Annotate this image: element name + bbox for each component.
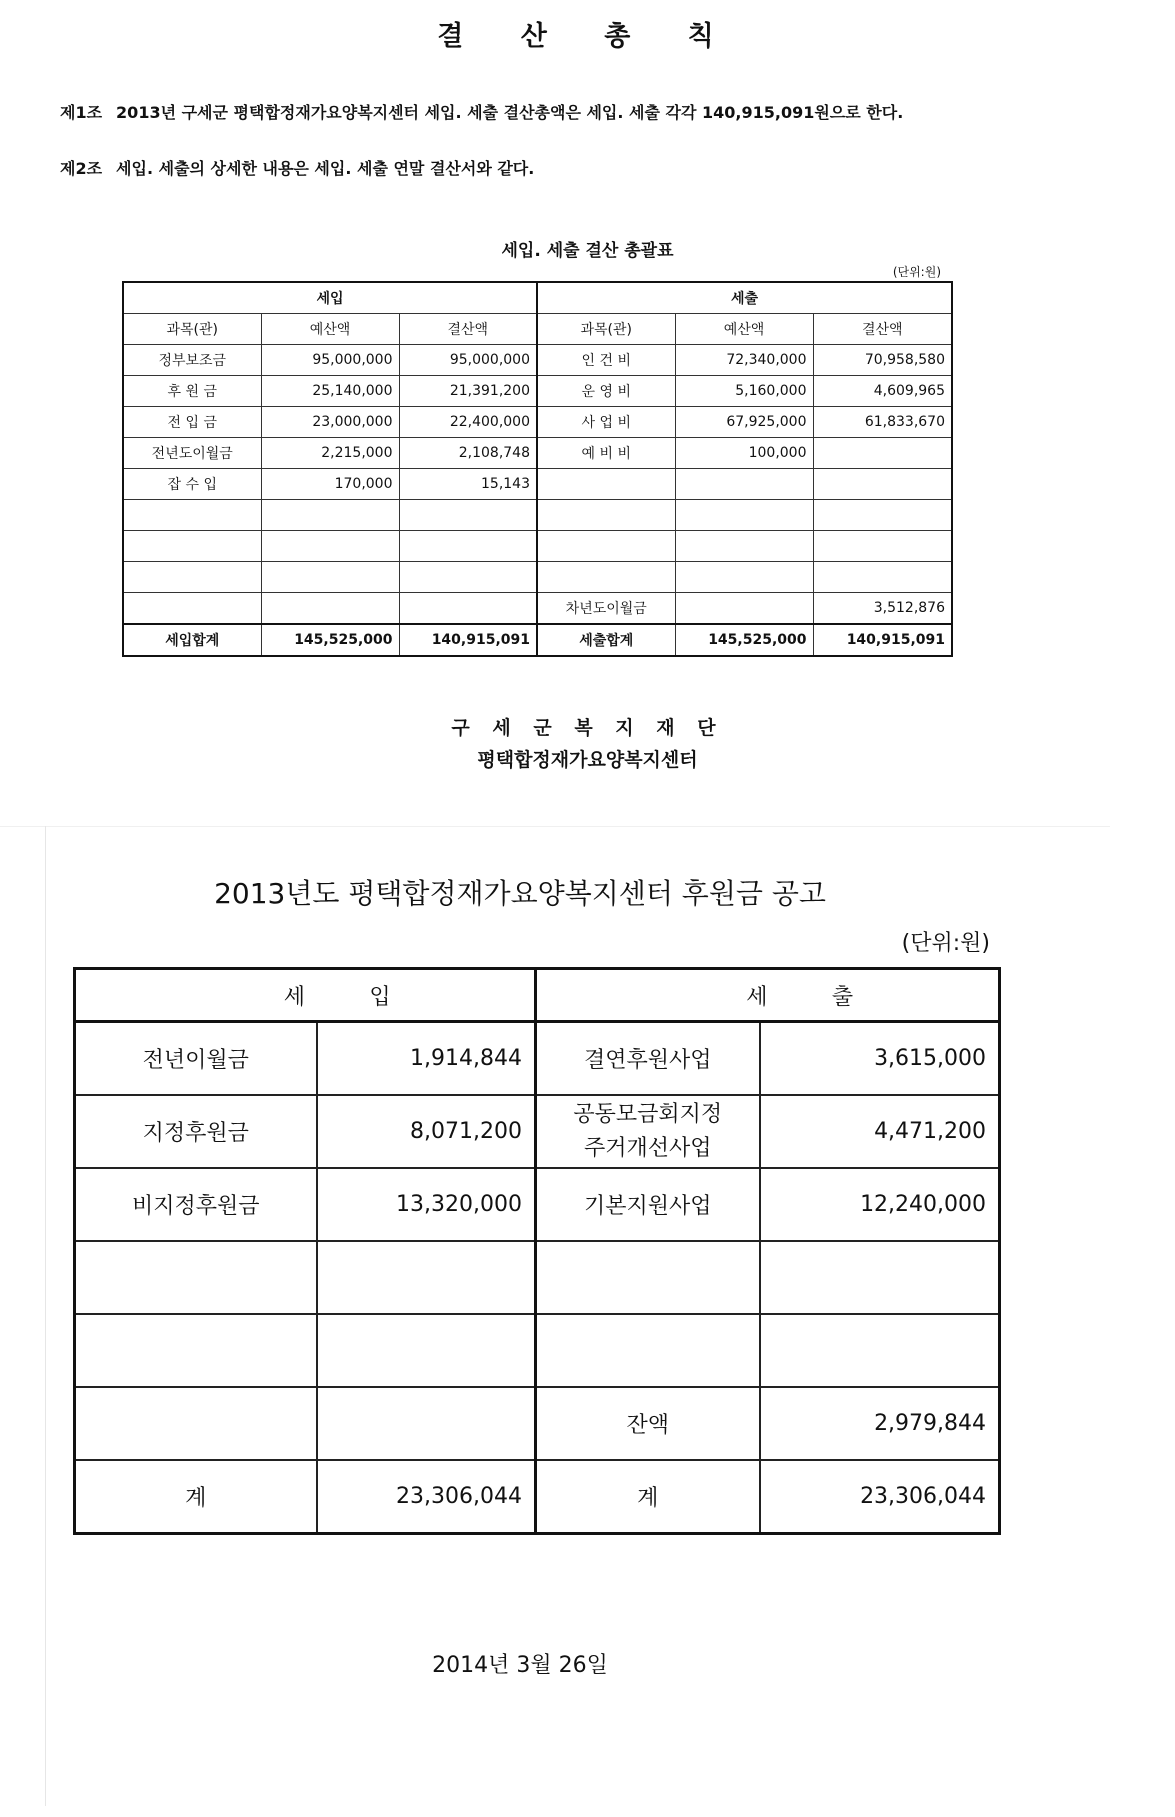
expense-header-char: 세 [746, 984, 768, 1010]
revenue-item: 비지정후원금 [75, 1168, 317, 1241]
revenue-settled [399, 500, 537, 531]
expense-amount: 12,240,000 [760, 1168, 1000, 1241]
column-header: 예산액 [261, 314, 399, 345]
revenue-amount: 8,071,200 [317, 1095, 536, 1168]
revenue-total-amount: 23,306,044 [317, 1460, 536, 1534]
expense-settled [813, 500, 952, 531]
settlement-summary-table [122, 281, 953, 657]
table-row [123, 531, 952, 562]
expense-total-label: 계 [536, 1460, 760, 1534]
revenue-item [123, 562, 261, 593]
table-row [123, 562, 952, 593]
total-row [75, 1460, 1000, 1534]
expense-item [536, 1241, 760, 1314]
revenue-item: 전년이월금 [75, 1022, 317, 1096]
notice-date: 2014년 3월 26일 [432, 1653, 608, 1678]
expense-item [536, 1314, 760, 1387]
revenue-amount [317, 1314, 536, 1387]
revenue-item [123, 593, 261, 625]
expense-item: 인 건 비 [537, 345, 675, 376]
article-2 [60, 156, 534, 179]
revenue-item: 정부보조금 [123, 345, 261, 376]
article-number: 제2조 [60, 159, 103, 178]
foundation-name: 구 세 군 복 지 재 단 [451, 717, 724, 739]
column-header: 결산액 [813, 314, 952, 345]
revenue-total-budget: 145,525,000 [261, 624, 399, 656]
center-name: 평택합정재가요양복지센터 [477, 749, 698, 771]
revenue-header-char: 세 [283, 984, 305, 1010]
revenue-budget: 170,000 [261, 469, 399, 500]
expense-item [537, 469, 675, 500]
revenue-item [75, 1387, 317, 1460]
table-row [75, 1095, 1000, 1168]
expense-item: 잔액 [536, 1387, 760, 1460]
expense-settled: 70,958,580 [813, 345, 952, 376]
revenue-budget: 95,000,000 [261, 345, 399, 376]
expense-item: 결연후원사업 [536, 1022, 760, 1096]
expense-item [537, 562, 675, 593]
expense-budget [675, 500, 813, 531]
revenue-amount: 1,914,844 [317, 1022, 536, 1096]
revenue-total-settled: 140,915,091 [399, 624, 537, 656]
expense-total-label: 세출합계 [537, 624, 675, 656]
table-row [123, 438, 952, 469]
expense-settled: 4,609,965 [813, 376, 952, 407]
expense-item: 운 영 비 [537, 376, 675, 407]
expense-settled [813, 469, 952, 500]
section-header-row [123, 282, 952, 314]
revenue-item [123, 500, 261, 531]
column-header: 예산액 [675, 314, 813, 345]
expense-amount: 3,615,000 [760, 1022, 1000, 1096]
article-1 [60, 100, 903, 123]
revenue-item [123, 531, 261, 562]
revenue-budget: 25,140,000 [261, 376, 399, 407]
revenue-amount [317, 1241, 536, 1314]
expense-budget [675, 593, 813, 625]
expense-settled [813, 438, 952, 469]
document-title: 결 산 총 칙 [437, 21, 738, 52]
table-row [75, 1168, 1000, 1241]
revenue-settled: 95,000,000 [399, 345, 537, 376]
column-header-row [123, 314, 952, 345]
revenue-header-char: 입 [369, 984, 391, 1010]
revenue-budget: 23,000,000 [261, 407, 399, 438]
revenue-header [75, 969, 536, 1022]
donation-table [73, 967, 1001, 1535]
article-text: 세입. 세출의 상세한 내용은 세입. 세출 연말 결산서와 같다. [116, 159, 535, 178]
summary-table-unit: (단위:원) [892, 265, 941, 279]
expense-settled [813, 562, 952, 593]
revenue-budget [261, 531, 399, 562]
revenue-budget [261, 500, 399, 531]
revenue-header: 세입 [123, 282, 537, 314]
expense-amount: 2,979,844 [760, 1387, 1000, 1460]
revenue-total-label: 세입합계 [123, 624, 261, 656]
expense-header: 세출 [537, 282, 952, 314]
revenue-settled: 21,391,200 [399, 376, 537, 407]
revenue-amount: 13,320,000 [317, 1168, 536, 1241]
revenue-item: 후 원 금 [123, 376, 261, 407]
expense-item [537, 531, 675, 562]
expense-settled [813, 531, 952, 562]
table-row [75, 1387, 1000, 1460]
expense-item: 공동모금회지정 주거개선사업 [536, 1095, 760, 1168]
revenue-item [75, 1314, 317, 1387]
column-header: 과목(관) [123, 314, 261, 345]
expense-item: 사 업 비 [537, 407, 675, 438]
expense-budget: 100,000 [675, 438, 813, 469]
table-row [75, 1022, 1000, 1096]
table-row [123, 345, 952, 376]
expense-total-settled: 140,915,091 [813, 624, 952, 656]
revenue-amount [317, 1387, 536, 1460]
donation-notice-title: 2013년도 평택합정재가요양복지센터 후원금 공고 [214, 877, 826, 910]
revenue-item: 전 입 금 [123, 407, 261, 438]
revenue-budget: 2,215,000 [261, 438, 399, 469]
table-row [75, 1241, 1000, 1314]
expense-budget: 72,340,000 [675, 345, 813, 376]
expense-item: 차년도이월금 [537, 593, 675, 625]
expense-total-amount: 23,306,044 [760, 1460, 1000, 1534]
article-text: 2013년 구세군 평택합정재가요양복지센터 세입. 세출 결산총액은 세입. 세출 각각 140,915,091원으로 한다. [116, 103, 904, 122]
expense-budget [675, 469, 813, 500]
table-row [123, 593, 952, 625]
revenue-settled [399, 562, 537, 593]
expense-item [537, 500, 675, 531]
section-header-row [75, 969, 1000, 1022]
expense-settled: 61,833,670 [813, 407, 952, 438]
revenue-settled [399, 531, 537, 562]
expense-amount [760, 1241, 1000, 1314]
revenue-item: 잡 수 입 [123, 469, 261, 500]
revenue-budget [261, 562, 399, 593]
table-row [123, 407, 952, 438]
expense-amount: 4,471,200 [760, 1095, 1000, 1168]
total-row [123, 624, 952, 656]
revenue-item: 지정후원금 [75, 1095, 317, 1168]
expense-total-budget: 145,525,000 [675, 624, 813, 656]
expense-item: 예 비 비 [537, 438, 675, 469]
revenue-total-label: 계 [75, 1460, 317, 1534]
expense-budget: 67,925,000 [675, 407, 813, 438]
article-number: 제1조 [60, 103, 103, 122]
summary-table-title: 세입. 세출 결산 총괄표 [501, 241, 674, 261]
revenue-item [75, 1241, 317, 1314]
revenue-settled: 15,143 [399, 469, 537, 500]
expense-settled: 3,512,876 [813, 593, 952, 625]
column-header: 과목(관) [537, 314, 675, 345]
revenue-settled: 22,400,000 [399, 407, 537, 438]
expense-budget: 5,160,000 [675, 376, 813, 407]
donation-table-unit: (단위:원) [901, 931, 990, 956]
table-row [123, 376, 952, 407]
revenue-budget [261, 593, 399, 625]
expense-budget [675, 531, 813, 562]
table-row [123, 469, 952, 500]
expense-amount [760, 1314, 1000, 1387]
page-divider [0, 826, 1110, 827]
revenue-item: 전년도이월금 [123, 438, 261, 469]
expense-header [536, 969, 1000, 1022]
table-row [75, 1314, 1000, 1387]
table-row [123, 500, 952, 531]
column-header: 결산액 [399, 314, 537, 345]
expense-budget [675, 562, 813, 593]
revenue-settled: 2,108,748 [399, 438, 537, 469]
revenue-settled [399, 593, 537, 625]
expense-header-char: 출 [831, 984, 854, 1010]
expense-item: 기본지원사업 [536, 1168, 760, 1241]
